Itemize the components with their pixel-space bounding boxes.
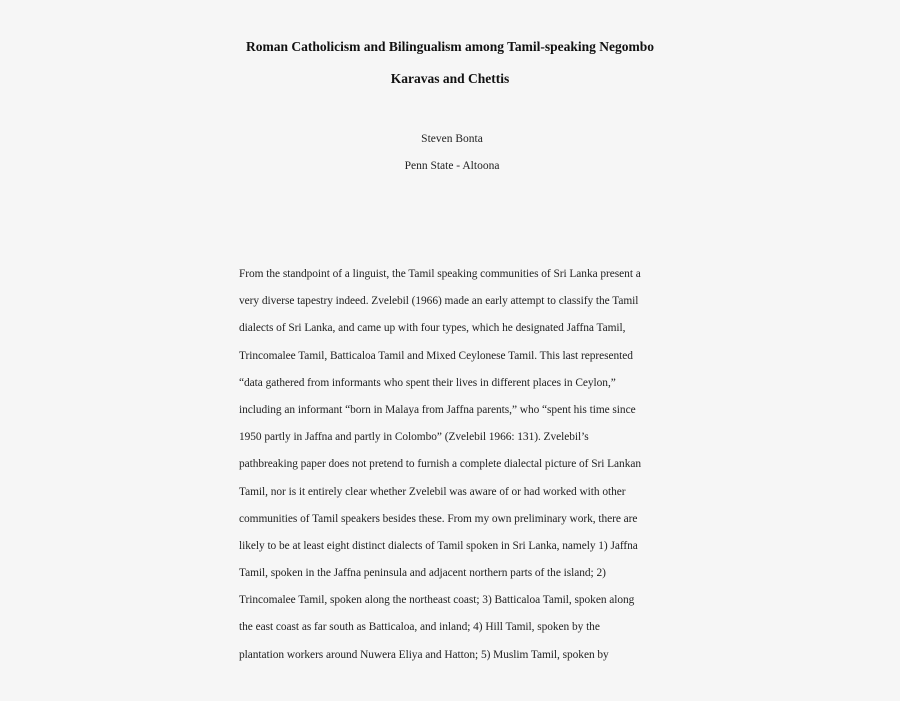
body-line: the east coast as far south as Batticaloa, and inland; 4) Hill Tamil, spoken by the [239,621,600,634]
body-line: including an informant “born in Malaya from Jaffna parents,” who “spent his time since [239,403,636,416]
body-line: very diverse tapestry indeed. Zvelebil (1966) made an early attempt to classify the Tamil [239,295,639,308]
author-affiliation: Penn State - Altoona [404,160,500,172]
body-line: plantation workers around Nuwera Eliya and Hatton; 5) Muslim Tamil, spoken by [239,648,609,661]
paper-title-line-1: Roman Catholicism and Bilingualism among Tamil-speaking Negombo [245,39,655,54]
body-line: From the standpoint of a linguist, the Tamil speaking communities of Sri Lanka present a [239,268,641,280]
body-line: “data gathered from informants who spent their lives in different places in Ceylon,” [239,376,616,389]
author-name: Steven Bonta [421,133,483,145]
body-line: Tamil, nor is it entirely clear whether Zvelebil was aware of or had worked with other [239,485,626,498]
body-line: 1950 partly in Jaffna and partly in Colombo” (Zvelebil 1966: 131). Zvelebil’s [239,431,589,444]
body-line: pathbreaking paper does not pretend to furnish a complete dialectal picture of Sri Lankan [239,458,641,471]
body-line: dialects of Sri Lanka, and came up with four types, which he designated Jaffna Tamil, [239,322,626,335]
body-line: Trincomalee Tamil, Batticaloa Tamil and Mixed Ceylonese Tamil. This last represented [239,349,633,362]
body-line: communities of Tamil speakers besides these. From my own preliminary work, there are [239,512,638,525]
paper-title-line-2: Karavas and Chettis [390,71,510,86]
body-line: likely to be at least eight distinct dialects of Tamil spoken in Sri Lanka, namely 1) Jaffna [239,539,638,552]
body-line: Tamil, spoken in the Jaffna peninsula and adjacent northern parts of the island; 2) [239,567,606,580]
body-paragraph [239,267,669,675]
body-line: Trincomalee Tamil, spoken along the northeast coast; 3) Batticaloa Tamil, spoken along [239,594,635,607]
